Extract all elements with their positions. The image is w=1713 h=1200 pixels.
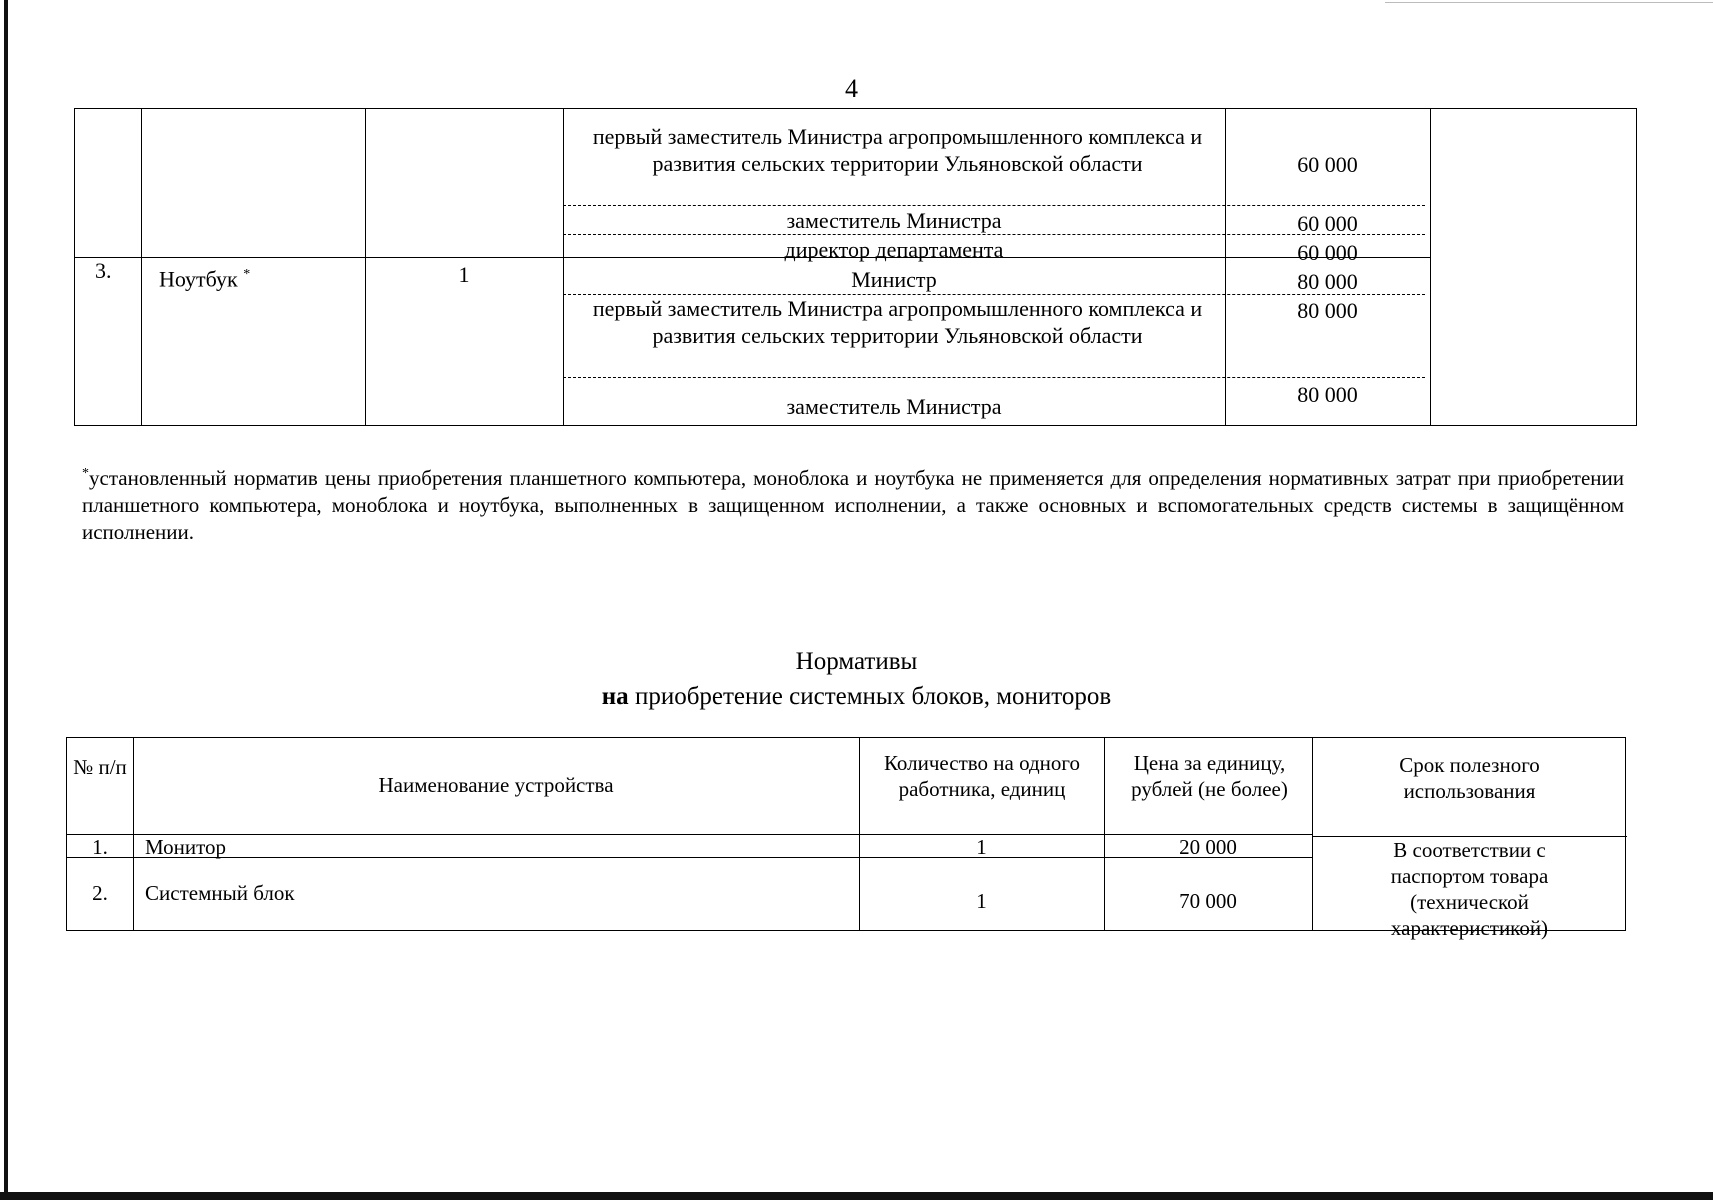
table-divider (141, 109, 142, 425)
scan-bottom-edge (0, 1192, 1713, 1200)
laptop-price-table (74, 108, 1637, 426)
row-quantity: 1 (976, 889, 987, 913)
footnote-text: установленный норматив цены приобретения планшетного компьютера, моноблока и ноутбука не применяется для определения нормативных затрат при приобретении планшетного компьютера, моноблока и ноутбука, выполненных в защищенном исполнении, а также основных и вспомогательных средств системы в защищённом исполнении. (82, 466, 1624, 544)
term-value: В соответствии с паспортом товара (технической характеристикой) (1390, 838, 1549, 940)
table-divider (1312, 738, 1313, 930)
footnote-mark: * (82, 466, 89, 481)
row-price: 70 000 (1179, 889, 1237, 913)
subtitle-bold: на (601, 683, 629, 710)
header-num: № п/п (73, 755, 127, 779)
position-cell: заместитель Министра (786, 208, 1002, 233)
header-term: Срок полезного использования (1399, 753, 1540, 803)
price-cell: 80 000 (1297, 298, 1358, 323)
row-num: 1. (92, 835, 108, 859)
row-name: Системный блок (145, 881, 295, 905)
section-title: Нормативы (795, 648, 918, 675)
row-name: Монитор (145, 835, 227, 859)
table-divider (1430, 109, 1431, 425)
section-subtitle (0, 683, 1713, 711)
scan-top-rule (1385, 2, 1713, 3)
header-quantity: Количество на одного работника, единиц (883, 751, 1081, 801)
item-quantity: 1 (458, 262, 470, 287)
row-divider (563, 205, 1425, 206)
price-cell: 80 000 (1297, 269, 1358, 294)
item-number: 3. (95, 258, 112, 283)
row-num: 2. (92, 881, 108, 905)
scan-left-edge (4, 0, 8, 1200)
footnote (82, 460, 1624, 546)
price-cell: 60 000 (1297, 211, 1358, 236)
position-cell: первый заместитель Министра агропромышленного комплекса и развития сельских территории Ульяновской области (592, 296, 1203, 348)
row-quantity: 1 (976, 835, 987, 859)
position-cell: первый заместитель Министра агропромышленного комплекса и развития сельских территории Ульяновской области (592, 124, 1203, 176)
price-cell: 60 000 (1297, 240, 1358, 265)
footnote-mark: * (243, 267, 251, 282)
price-cell: 60 000 (1297, 152, 1358, 177)
row-divider (563, 377, 1425, 378)
header-price: Цена за единицу, рублей (не более) (1131, 751, 1288, 801)
item-name-text: Ноутбук (159, 266, 238, 292)
price-cell: 80 000 (1297, 382, 1358, 407)
position-cell: Министр (851, 267, 937, 292)
item-name (159, 261, 250, 292)
subtitle-rest: приобретение системных блоков, мониторов (628, 683, 1112, 710)
page-number: 4 (845, 74, 858, 103)
header-name: Наименование устройства (378, 773, 614, 797)
system-unit-monitor-table (66, 737, 1626, 940)
position-cell: заместитель Министра (786, 394, 1002, 419)
position-cell: директор департамента (784, 237, 1004, 262)
row-price: 20 000 (1179, 835, 1237, 859)
